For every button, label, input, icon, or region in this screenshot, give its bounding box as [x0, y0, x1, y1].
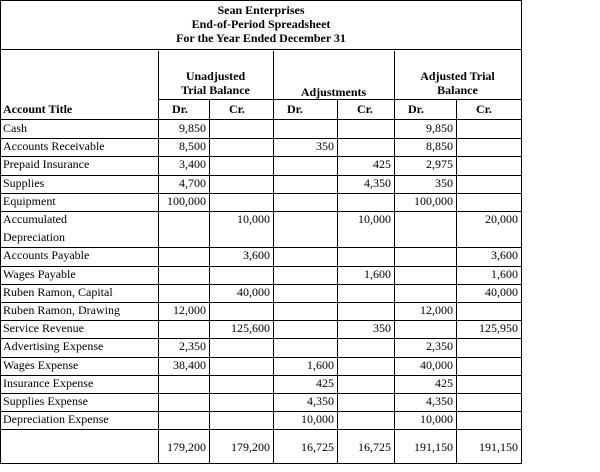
account-name: Advertising Expense [3, 339, 104, 354]
cell-atb-dr: 40,000 [420, 357, 453, 372]
column-divider [273, 51, 274, 463]
cell-atb-dr: 9,850 [426, 121, 453, 135]
total-utb-dr: 179,200 [167, 440, 206, 454]
account-name: Equipment [3, 193, 56, 208]
cell-utb-dr: 3,400 [179, 157, 206, 172]
column-divider [158, 51, 159, 463]
account-name: Wages Expense [3, 357, 79, 372]
cr-header: Cr. [476, 102, 492, 116]
cell-atb-cr: 20,000 [485, 212, 518, 226]
adjusted-header: Adjusted Trial [420, 69, 495, 83]
cell-utb-cr: 40,000 [237, 284, 270, 299]
total-atb-dr: 191,150 [414, 440, 453, 454]
cell-atb-cr: 40,000 [485, 284, 518, 299]
account-name: Ruben Ramon, Capital [3, 284, 113, 299]
cell-utb-dr: 9,850 [179, 121, 206, 135]
cell-adj-cr: 4,350 [364, 175, 391, 190]
account-name: Cash [3, 121, 27, 135]
account-name: Service Revenue [3, 321, 84, 336]
cell-adj-dr: 425 [316, 375, 334, 390]
unadjusted-header: Unadjusted [185, 69, 246, 83]
cell-adj-dr: 1,600 [307, 357, 334, 372]
total-atb-cr: 191,150 [479, 440, 518, 454]
cell-adj-cr: 350 [373, 321, 391, 336]
adjustments-header: Adjustments [300, 85, 367, 99]
column-divider [337, 99, 338, 463]
cell-utb-dr: 12,000 [173, 303, 206, 317]
cell-utb-dr: 38,400 [173, 357, 206, 372]
cell-utb-cr: 3,600 [243, 248, 270, 263]
company-name: Sean Enterprises [217, 3, 305, 17]
unadjusted-header-sub: Trial Balance [181, 83, 250, 97]
total-adj-dr: 16,725 [301, 440, 334, 454]
cell-atb-dr: 10,000 [420, 412, 453, 427]
report-period: For the Year Ended December 31 [176, 31, 346, 45]
dr-header: Dr. [408, 102, 424, 116]
cell-adj-dr: 4,350 [307, 394, 334, 408]
report-title: End-of-Period Spreadsheet [191, 17, 331, 31]
cell-adj-cr: 10,000 [358, 212, 391, 226]
column-divider [394, 51, 395, 463]
cell-utb-dr: 4,700 [179, 175, 206, 190]
cell-adj-cr: 1,600 [364, 266, 391, 281]
title-divider [1, 49, 521, 50]
account-title-header: Account Title [3, 102, 73, 116]
cell-atb-cr: 1,600 [491, 266, 518, 281]
account-name: Depreciation Expense [3, 412, 109, 427]
header-divider [158, 99, 521, 100]
cell-atb-dr: 2,350 [426, 339, 453, 354]
account-name: Prepaid Insurance [3, 157, 90, 172]
cell-utb-cr: 10,000 [237, 212, 270, 226]
cell-atb-dr: 100,000 [414, 193, 453, 208]
account-name: Depreciation [3, 230, 65, 245]
account-name: Accumulated [3, 212, 67, 226]
account-name: Accounts Payable [3, 248, 90, 263]
account-name: Insurance Expense [3, 375, 94, 390]
total-utb-cr: 179,200 [231, 440, 270, 454]
cr-header: Cr. [229, 102, 245, 116]
dr-header: Dr. [172, 102, 188, 116]
dr-header: Dr. [287, 102, 303, 116]
cr-header: Cr. [357, 102, 373, 116]
cell-utb-dr: 2,350 [179, 339, 206, 354]
adjusted-header-sub: Balance [437, 83, 478, 97]
cell-atb-dr: 12,000 [420, 303, 453, 317]
row-divider [1, 429, 521, 430]
cell-atb-cr: 125,950 [479, 321, 518, 336]
account-name: Wages Payable [3, 266, 76, 281]
account-name: Ruben Ramon, Drawing [3, 303, 120, 317]
cell-adj-cr: 425 [373, 157, 391, 172]
account-name: Supplies Expense [3, 394, 88, 408]
cell-utb-cr: 125,600 [231, 321, 270, 336]
cell-atb-dr: 350 [435, 175, 453, 190]
cell-adj-dr: 10,000 [301, 412, 334, 427]
header-divider [1, 119, 521, 120]
total-adj-cr: 16,725 [358, 440, 391, 454]
cell-atb-dr: 8,850 [426, 139, 453, 154]
account-name: Supplies [3, 175, 45, 190]
cell-utb-dr: 8,500 [179, 139, 206, 154]
cell-atb-cr: 3,600 [491, 248, 518, 263]
cell-atb-dr: 4,350 [426, 394, 453, 408]
column-divider [456, 99, 457, 463]
account-name: Accounts Receivable [3, 139, 105, 154]
cell-adj-dr: 350 [316, 139, 334, 154]
cell-atb-dr: 425 [435, 375, 453, 390]
cell-utb-dr: 100,000 [167, 193, 206, 208]
column-divider [209, 99, 210, 463]
cell-atb-dr: 2,975 [426, 157, 453, 172]
